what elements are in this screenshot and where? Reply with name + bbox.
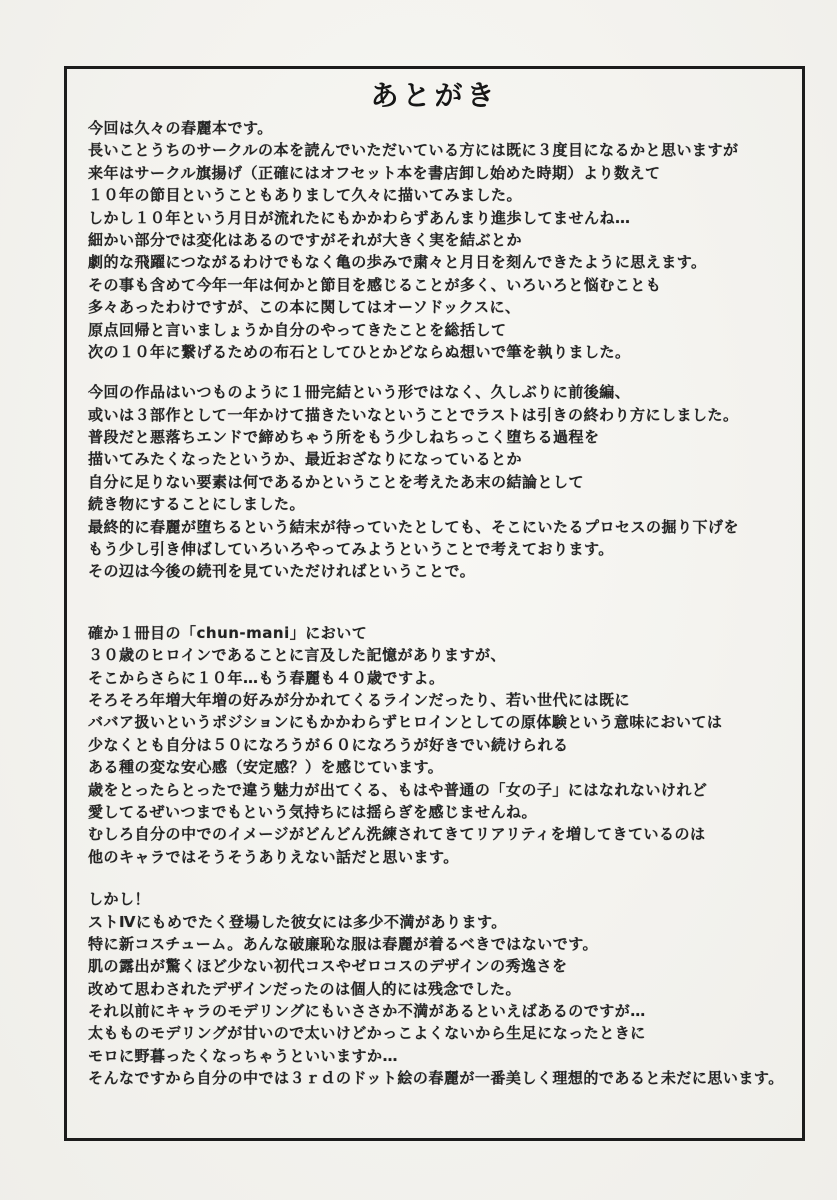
page-frame	[64, 66, 805, 1141]
text-line: しかし！	[88, 890, 151, 909]
text-line: そろそろ年増大年増の好みが分かれてくるラインだったり、若い世代には既に	[88, 690, 631, 709]
afterword-text	[88, 117, 798, 1090]
text-line: 来年はサークル旗揚げ（正確にはオフセット本を書店卸し始めた時期）より数えて	[88, 163, 661, 182]
text-line: 次の１０年に繋げるための布石としてひとかどならぬ想いで筆を執りました。	[88, 342, 631, 361]
text-line: 確か１冊目の「chun-mani」において	[88, 623, 368, 642]
text-line: そこからさらに１０年…もう春麗も４０歳ですよ。	[88, 668, 445, 687]
text-line: 普段だと悪落ちエンドで締めちゃう所をもう少しねちっこく堕ちる過程を	[88, 428, 600, 447]
text-line: 原点回帰と言いましょうか自分のやってきたことを総括して	[88, 320, 507, 339]
page-title: あとがき	[370, 79, 499, 112]
text-line: ある種の変な安心感（安定感？）を感じています。	[88, 758, 444, 777]
text-line: 細かい部分では変化はあるのですがそれが大きく実を結ぶとか	[88, 230, 523, 249]
text-line: １０年の節目ということもありまして久々に描いてみました。	[88, 186, 523, 205]
text-line: 愛してるぜいつまでもという気持ちには揺らぎを感じませんね。	[88, 802, 538, 821]
text-line: 描いてみたくなったというか、最近おざなりになっているとか	[88, 450, 523, 469]
text-line: 他のキャラではそうそうありえない話だと思います。	[88, 847, 459, 866]
text-line: その事も含めて今年一年は何かと節目を感じることが多く、いろいろと悩むことも	[88, 275, 662, 294]
text-line: 多々あったわけですが、この本に関してはオーソドックスに、	[88, 298, 521, 317]
text-line: 続き物にすることにしました。	[88, 495, 306, 514]
text-line: 劇的な飛躍につながるわけでもなく亀の歩みで粛々と月日を刻んできたように思えます。	[88, 253, 707, 272]
text-line: 太もものモデリングが甘いので太いけどかっこよくないから生足になったときに	[88, 1024, 646, 1043]
text-line: それ以前にキャラのモデリングにもいささか不満があるといえばあるのですが…	[88, 1002, 646, 1021]
text-line: しかし１０年という月日が流れたにもかかわらずあんまり進歩してませんね…	[88, 208, 631, 227]
afterword-paragraph-2	[88, 381, 798, 583]
text-line: 今回は久々の春麗本です。	[88, 119, 273, 137]
text-line: もう少し引き伸ばしていろいろやってみようということで考えております。	[88, 540, 614, 559]
text-line: 改めて思わされたデザインだったのは個人的には残念でした。	[88, 979, 521, 998]
text-line: 特に新コスチューム。あんな破廉恥な服は春麗が着るべきではないです。	[88, 934, 599, 953]
text-line: 今回の作品はいつものように１冊完結という形ではなく、久しぶりに前後編、	[88, 383, 631, 402]
text-line: 歳をとったらとったで違う魅力が出てくる、もはや普通の「女の子」にはなれないけれど	[88, 780, 708, 799]
text-line: 最終的に春麗が堕ちるという結末が待っていたとしても、そこにいたるプロセスの掘り下げを	[88, 517, 740, 536]
text-line: ストⅣにもめでたく登場した彼女には多少不満があります。	[88, 912, 507, 931]
text-line: 長いことうちのサークルの本を読んでいただいている方には既に３度目になるかと思いますが	[88, 141, 739, 160]
text-line: その辺は今後の続刊を見ていただければということで。	[88, 562, 476, 581]
text-line: 自分に足りない要素は何であるかということを考えたあ末の結論として	[88, 472, 585, 491]
text-line: 肌の露出が驚くほど少ない初代コスやゼロコスのデザインの秀逸さを	[88, 957, 568, 976]
text-line: 少なくとも自分は５０になろうが６０になろうが好きでい続けられる	[88, 735, 569, 754]
text-line: むしろ自分の中でのイメージがどんどん洗練されてきてリアリティを増してきているのは	[88, 825, 706, 844]
text-line: ババア扱いというポジションにもかかわらずヒロインとしての原体験という意味においては	[88, 713, 723, 732]
text-line: 或いは３部作として一年かけて描きたいなということでラストは引きの終わり方にしました。	[88, 405, 739, 424]
afterword-paragraph-1	[88, 117, 798, 363]
text-line: そんなですから自分の中では３ｒｄのドット絵の春麗が一番美しく理想的であると未だに思います。	[88, 1069, 784, 1088]
text-line: モロに野暮ったくなっちゃうといいますか…	[88, 1046, 399, 1065]
afterword-paragraph-4	[88, 888, 798, 1090]
afterword-paragraph-3	[88, 622, 798, 868]
text-line: ３０歳のヒロインであることに言及した記憶がありますが、	[88, 646, 507, 665]
